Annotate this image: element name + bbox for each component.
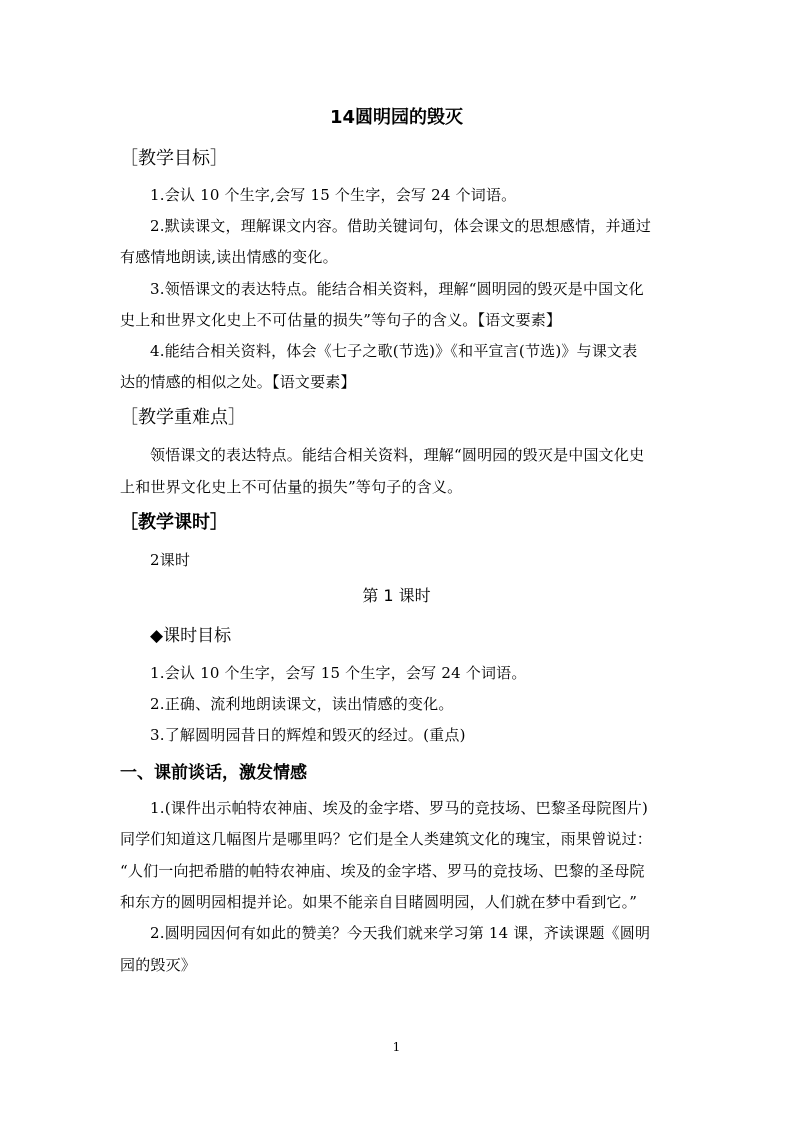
objective-line: 2.默读课文，理解课文内容。借助关键词句，体会课文的思想感情，并通过 [150,217,652,235]
objectives-heading: ［教学目标］ [120,148,228,169]
objective-line: 1.会认 10 个生字,会写 15 个生字，会写 24 个词语。 [150,186,517,204]
lesson-goals-heading: ◆课时目标 [150,626,232,646]
lesson-goal-line: 3.了解圆明园昔日的辉煌和毁灭的经过。(重点) [150,726,466,744]
objective-line: 达的情感的相似之处。【语文要素】 [120,373,356,391]
step1-line: “人们一向把希腊的帕特农神庙、埃及的金字塔、罗马的竞技场、巴黎的圣母院 [120,862,645,880]
lesson-heading: 第 1 课时 [362,586,431,605]
page-title: 14圆明园的毁灭 [329,107,464,128]
objective-line: 有感情地朗读,读出情感的变化。 [120,248,338,266]
step1-heading: 一、课前谈话，激发情感 [120,763,307,783]
step1-line: 2.圆明园因何有如此的赞美？今天我们就来学习第 14 课，齐读课题《圆明 [150,924,651,942]
step1-line: 和东方的圆明园相提并论。如果不能亲自目睹圆明园，人们就在梦中看到它。” [120,893,638,911]
keypoint-line: 上和世界文化史上不可估量的损失”等句子的含义。 [120,478,463,496]
lesson-goal-line: 1.会认 10 个生字，会写 15 个生字，会写 24 个词语。 [150,664,527,682]
page-number: 1 [392,1040,401,1054]
objective-line: 史上和世界文化史上不可估量的损失”等句子的含义。【语文要素】 [120,311,562,329]
step1-line: 1.(课件出示帕特农神庙、埃及的金字塔、罗马的竞技场、巴黎圣母院图片) [150,799,649,817]
keypoint-line: 领悟课文的表达特点。能结合相关资料，理解“圆明园的毁灭是中国文化史 [150,446,645,464]
lesson-goal-line: 2.正确、流利地朗读课文，读出情感的变化。 [150,695,454,713]
step1-line: 园的毁灭》 [120,956,197,974]
objective-line: 3.领悟课文的表达特点。能结合相关资料，理解“圆明园的毁灭是中国文化 [150,280,644,298]
hours-value: 2课时 [150,551,191,569]
objective-line: 4.能结合相关资料，体会《七子之歌(节选)》《和平宣言(节选)》与课文表 [150,342,638,360]
step1-line: 同学们知道这几幅图片是哪里吗？它们是全人类建筑文化的瑰宝，雨果曾说过： [120,830,653,848]
hours-heading: ［教学课时］ [120,512,228,533]
keypoints-heading: ［教学重难点］ [120,407,246,428]
